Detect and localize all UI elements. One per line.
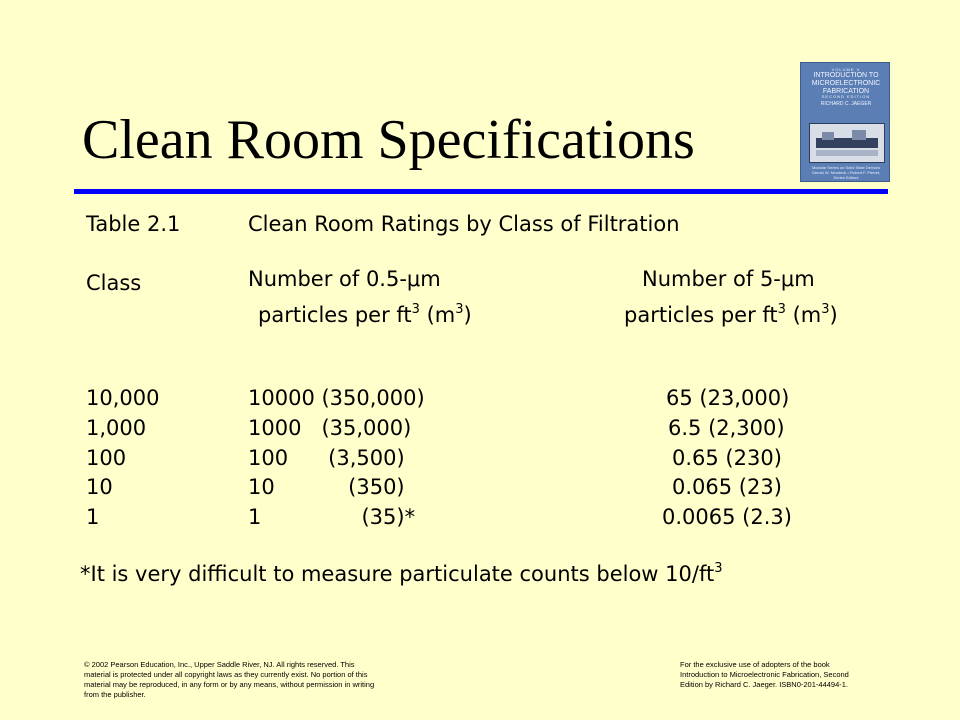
adopter-line: Edition by Richard C. Jaeger. ISBN0-201-44494-1. (680, 680, 849, 689)
table-footnote (80, 561, 723, 586)
adopter-line: For the exclusive use of adopters of the book (680, 660, 830, 669)
col3-close-paren: ) (829, 303, 838, 327)
row-large-count: 0.0065 (2.3) (662, 505, 792, 529)
row-class: 10 (86, 475, 113, 499)
copyright-line: from the publisher. (84, 690, 146, 699)
column-header-large-particles-line2 (624, 302, 838, 327)
col2-metric-exponent: 3 (455, 302, 464, 317)
copyright-line: material may be reproduced, in any form or by any means, without permission in writing (84, 680, 375, 689)
column-header-small-particles-line1: Number of 0.5-μm (248, 267, 441, 291)
cover-author: RICHARD C. JAEGER (820, 100, 872, 107)
col3-metric-exponent: 3 (821, 302, 830, 317)
row-large-count: 0.065 (23) (672, 475, 782, 499)
adopter-notice (680, 660, 849, 690)
cover-title-2: MICROELECTRONIC (811, 80, 881, 88)
row-small-count: 100 (3,500) (248, 446, 405, 470)
col3-metric-text: (m (785, 303, 822, 327)
column-header-small-particles-line2 (258, 302, 472, 327)
col2-metric-text: (m (419, 303, 456, 327)
footnote-text: *It is very difficult to measure particulate counts below 10/ft (80, 562, 715, 586)
cover-title-1: INTRODUCTION TO (813, 72, 879, 80)
row-class: 10,000 (86, 386, 160, 410)
col2-close-paren: ) (463, 303, 472, 327)
table-caption: Clean Room Ratings by Class of Filtration (248, 212, 680, 236)
cover-volume: VOLUME V (831, 67, 861, 72)
col3-unit-text: particles per ft (624, 303, 778, 327)
slide-title: Clean Room Specifications (82, 109, 695, 171)
column-header-class: Class (86, 271, 142, 295)
cover-series: Modular Series on Solid State Devices (811, 165, 881, 170)
book-cover-image (800, 62, 890, 182)
cover-illustration (809, 123, 885, 163)
row-small-count: 1000 (35,000) (248, 416, 412, 440)
row-class: 1,000 (86, 416, 147, 440)
adopter-line: Introduction to Microelectronic Fabrication, Second (680, 670, 849, 679)
footnote-exponent: 3 (714, 561, 723, 576)
column-header-large-particles-line1: Number of 5-μm (642, 267, 815, 291)
col3-exponent: 3 (777, 302, 786, 317)
copyright-line: material is protected under all copyright laws as they currently exist. No portion of this (84, 670, 368, 679)
cover-edition: SECOND EDITION (821, 94, 871, 100)
cover-editors: Gerold W. Neudeck • Robert F. Pierret, Series Editors (811, 170, 881, 181)
row-large-count: 0.65 (230) (672, 446, 782, 470)
row-small-count: 10000 (350,000) (248, 386, 425, 410)
copyright-notice (84, 660, 374, 700)
col2-unit-text: particles per ft (258, 303, 412, 327)
row-class: 1 (86, 505, 100, 529)
col2-exponent: 3 (411, 302, 420, 317)
row-small-count: 1 (35)* (248, 505, 416, 529)
row-large-count: 6.5 (2,300) (668, 416, 785, 440)
cover-title-3: FABRICATION (822, 87, 870, 95)
row-class: 100 (86, 446, 127, 470)
title-underline (74, 189, 888, 194)
copyright-line: © 2002 Pearson Education, Inc., Upper Saddle River, NJ. All rights reserved. This (84, 660, 355, 669)
row-large-count: 65 (23,000) (666, 386, 790, 410)
row-small-count: 10 (350) (248, 475, 405, 499)
table-label: Table 2.1 (86, 212, 181, 236)
